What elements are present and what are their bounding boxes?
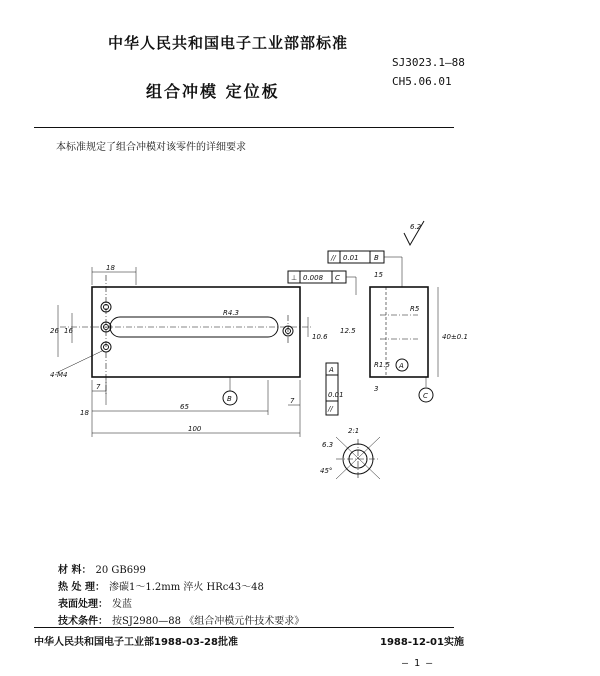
dim-10-6: 10.6	[312, 333, 328, 341]
svg-text:B: B	[374, 254, 379, 262]
top-rule	[34, 127, 454, 128]
dim-r5: R5	[410, 305, 420, 313]
plate-outline	[92, 287, 300, 377]
detail-angle: 45°	[320, 467, 333, 475]
detail-chamfer: 6.3	[322, 441, 334, 449]
svg-text:0.01: 0.01	[343, 254, 359, 262]
svg-text://: //	[328, 405, 333, 413]
spec-value: 按SJ2980—88 《组合冲模元件技术要求》	[112, 616, 305, 627]
spec-heat-treatment	[58, 578, 264, 593]
dim-7-left: 7	[96, 383, 101, 391]
svg-text:⊥: ⊥	[291, 274, 298, 282]
spec-key: 技术条件：	[58, 616, 108, 627]
svg-text:A: A	[329, 366, 334, 374]
svg-text:0.01: 0.01	[328, 391, 344, 399]
dim-26: 26	[50, 327, 59, 335]
part-code: CH5.06.01	[392, 75, 452, 88]
spec-technical-conditions	[58, 612, 304, 627]
spec-value: 发蓝	[112, 599, 132, 610]
intro-text: 本标准规定了组合冲模对该零件的详细要求	[56, 142, 246, 153]
dim-16: 16	[64, 327, 73, 335]
spec-key: 表面处理：	[58, 599, 108, 610]
datum-b: B	[227, 395, 232, 403]
dim-65: 65	[180, 403, 189, 411]
technical-drawing	[40, 215, 468, 480]
spec-surface	[58, 595, 132, 610]
dim-18-bottom: 18	[80, 409, 89, 417]
label-slot-r43: R4.3	[223, 309, 239, 317]
roughness-6-2: 6.2	[410, 223, 422, 231]
datum-a: A	[399, 362, 404, 370]
svg-text:0.008: 0.008	[303, 274, 324, 282]
dim-r1-5: R1.5	[374, 361, 390, 369]
label-4-m4: 4-M4	[50, 371, 68, 379]
svg-text:C: C	[335, 274, 340, 282]
spec-material	[58, 561, 146, 576]
dim-12-5: 12.5	[340, 327, 356, 335]
dim-3: 3	[374, 385, 379, 393]
dim-7-right: 7	[290, 397, 295, 405]
approval-line: 中华人民共和国电子工业部1988-03-28批准	[34, 637, 238, 648]
spec-value: 渗碳1～1.2mm 淬火 HRc43～48	[108, 582, 264, 593]
ministry-heading: 中华人民共和国电子工业部部标准	[108, 34, 349, 52]
spec-key: 热 处 理：	[58, 582, 105, 593]
spec-key: 材 料：	[58, 565, 92, 576]
dim-15: 15	[374, 271, 383, 279]
tolerance-parallel-side	[326, 363, 344, 415]
datum-c: C	[423, 392, 428, 400]
dim-18-top: 18	[106, 264, 115, 272]
page-number: — 1 —	[402, 658, 433, 669]
dim-40: 40±0.1	[442, 333, 468, 341]
effective-date: 1988-12-01实施	[380, 637, 464, 648]
bottom-rule	[34, 627, 454, 628]
tolerance-flatness	[288, 271, 356, 295]
svg-text://: //	[331, 254, 336, 262]
page-title: 组合冲模 定位板	[146, 82, 280, 101]
spec-value: 20 GB699	[95, 565, 146, 576]
detail-view	[336, 437, 380, 479]
detail-scale: 2:1	[348, 427, 360, 435]
standard-number: SJ3023.1—88	[392, 56, 465, 69]
dim-100: 100	[188, 425, 202, 433]
